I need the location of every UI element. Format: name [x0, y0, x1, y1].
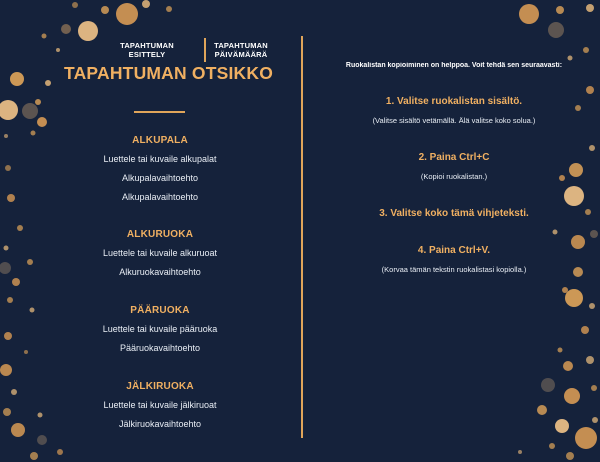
course-line: Alkupalavaihtoehto [121, 173, 199, 183]
course-heading-dessert: JÄLKIRUOKA [126, 381, 194, 392]
course-heading-starter: ALKUPALA [132, 135, 188, 146]
event-intro-label [112, 41, 182, 59]
event-intro-line-2: ESITTELY [128, 50, 166, 59]
instruction-step-4: 4. Paina Ctrl+V. [417, 245, 491, 256]
course-heading-appetizer: ALKURUOKA [126, 229, 194, 240]
course-line: Luettele tai kuvaile jälkiruoat [103, 400, 217, 410]
instruction-step-2: 2. Paina Ctrl+C [418, 152, 490, 163]
column-divider [301, 36, 303, 438]
course-line: Alkupalavaihtoehto [121, 192, 199, 202]
instruction-step-1: 1. Valitse ruokalistan sisältö. [385, 96, 523, 107]
event-date-line-2: PÄIVÄMÄÄRÄ [214, 50, 268, 59]
instruction-step-3: 3. Valitse koko tämä vihjeteksti. [379, 208, 529, 219]
course-line: Jälkiruokavaihtoehto [118, 419, 202, 429]
event-date-label [206, 41, 276, 59]
course-line: Alkuruokavaihtoehto [119, 267, 201, 277]
instruction-note-2: (Kopioi ruokalistan.) [420, 172, 488, 181]
instruction-note-1: (Valitse sisältö vetämällä. Älä valitse koko solua.) [372, 116, 536, 125]
course-line: Pääruokavaihtoehto [119, 343, 201, 353]
event-date-line-1: TAPAHTUMAN [214, 41, 268, 50]
course-heading-main: PÄÄRUOKA [130, 305, 190, 316]
course-line: Luettele tai kuvaile alkupalat [103, 154, 217, 164]
event-title: TAPAHTUMAN OTSIKKO [64, 63, 274, 83]
title-underline [134, 111, 185, 113]
event-intro-line-1: TAPAHTUMAN [120, 41, 174, 50]
instructions-intro: Ruokalistan kopioiminen on helppoa. Voit tehdä sen seuraavasti: [345, 62, 563, 69]
course-line: Luettele tai kuvaile pääruoka [102, 324, 218, 334]
course-line: Luettele tai kuvaile alkuruoat [102, 248, 218, 258]
instruction-note-4: (Korvaa tämän tekstin ruokalistasi kopiolla.) [381, 265, 527, 274]
